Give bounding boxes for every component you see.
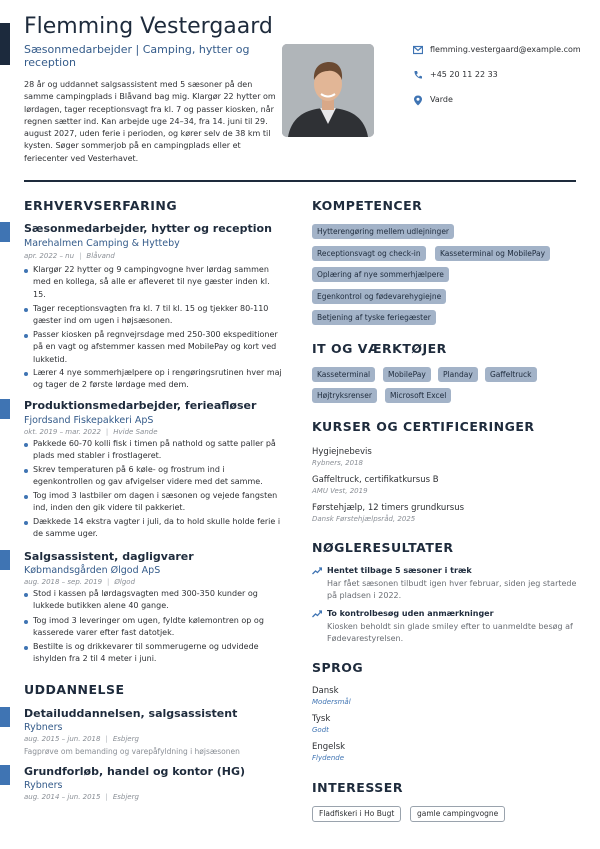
job-marker [0,550,10,570]
job-bullet: Skrev temperaturen på 6 køle- og frostrum ind i egenkontrollen og gav afvigelser videre med det samme. [24,464,284,489]
section-languages: SPROG [312,660,364,675]
education-meta: aug. 2014 – jun. 2015 | Esbjerg [24,793,139,801]
section-education: UDDANNELSE [24,682,125,697]
job-bullet: Bestilte is og drikkevarer til sommerugerne og udvidede ishylden fra 2 til 4 meter i juni. [24,641,284,666]
job-meta: aug. 2018 – sep. 2019 | Ølgod [24,578,136,586]
location-pin-icon [413,95,423,106]
job-title: Produktionsmedarbejder, ferieafløser [24,399,257,412]
job-bullet: Klargør 22 hytter og 9 campingvogne hver lørdag sammen med en kollega, så alle er afleveret til nye gæster inden kl. 15. [24,264,284,301]
education-marker [0,707,10,727]
section-interests: INTERESSER [312,780,403,795]
result-title: To kontrolbesøg uden anmærkninger [327,609,494,618]
job-bullet: Passer kiosken på regnvejrsdage med 250-300 ekspeditioner på en vagt og afstemmer kassen med MobilePay og kort ved lukketid. [24,329,284,366]
phone-icon [413,70,423,80]
course-issuer: Dansk Førstehjælpsråd, 2025 [312,515,416,523]
course-issuer: Rybners, 2018 [312,459,363,467]
skill-tag: Kasseterminal og MobilePay [435,246,550,261]
job-meta: okt. 2019 – mar. 2022 | Hvide Sande [24,428,158,436]
result-text: Kiosken beholdt sin glade smiley efter to uanmeldte besøg af Fødevarestyrelsen. [327,622,573,644]
education-title: Detailuddannelsen, salgsassistent [24,707,238,720]
education-meta: aug. 2015 – jun. 2018 | Esbjerg [24,735,139,743]
job-company: Købmandsgården Ølgod ApS [24,565,161,576]
section-tools: IT OG VÆRKTØJER [312,341,447,356]
language-name: Tysk [312,714,331,724]
language-level: Godt [312,726,329,734]
skill-tag: Receptionsvagt og check-in [312,246,426,261]
trend-up-icon [312,610,322,618]
job-title: Salgsassistent, dagligvarer [24,550,194,563]
job-bullet: Tager receptionsvagten fra kl. 7 til kl. 15 og tjekker 80-110 gæster ind om ugen i højsæsonen. [24,303,284,328]
result-title: Hentet tilbage 5 sæsoner i træk [327,566,472,575]
skill-tag: Egenkontrol og fødevarehygiejne [312,289,446,304]
section-experience: ERHVERVSERFARING [24,198,178,213]
tool-tag: Microsoft Excel [385,388,451,403]
section-courses: KURSER OG CERTIFICERINGER [312,419,535,434]
tool-tag: MobilePay [383,367,431,382]
email-text: flemming.vestergaard@example.com [430,45,581,54]
education-marker [0,765,10,785]
mail-icon [413,45,423,55]
candidate-name: Flemming Vestergaard [24,14,273,39]
job-company: Fjordsand Fiskepakkeri ApS [24,415,154,426]
location-text: Varde [430,95,453,104]
job-title: Sæsonmedarbejder, hytter og reception [24,222,272,235]
education-school: Rybners [24,780,63,791]
job-marker [0,222,10,242]
profile-photo [282,44,374,137]
header-accent-bar [0,23,10,65]
tool-tag: Kasseterminal [312,367,375,382]
candidate-subtitle: Sæsonmedarbejder | Camping, hytter og reception [24,43,250,69]
tool-tag: Gaffeltruck [485,367,537,382]
skill-tag: Oplæring af nye sommerhjælpere [312,267,449,282]
language-level: Flydende [312,754,345,762]
education-school: Rybners [24,722,63,733]
course-name: Gaffeltruck, certifikatkursus B [312,475,439,485]
language-level: Modersmål [312,698,351,706]
profile-summary: 28 år og uddannet salgsassistent med 5 sæsoner på den samme campingplads i Blåvand bag mig. Klargør 22 hytter om lørdagen, tager receptionsvagt fra kl. 7 og passer kiosken, når regnen sætter ind. Kan arbejde uge 24–34, fra 14. juni til 29. august 2027, uden ferie i perioden, og kører selv de 38 km til kysten. Søger sommerjob på en campingplads eller et feriecenter ved Vesterhavet. [24,80,276,163]
education-title: Grundforløb, handel og kontor (HG) [24,765,246,778]
course-issuer: AMU Vest, 2019 [312,487,368,495]
job-bullet: Tog imod 3 lastbiler om dagen i sæsonen og vejede fangsten ind, inden den gik videre til pakkeriet. [24,490,284,515]
job-marker [0,399,10,419]
phone-text: +45 20 11 22 33 [430,70,498,79]
tool-tag: Planday [438,367,478,382]
trend-up-icon [312,567,322,575]
education-note: Fagprøve om bemanding og varepåfyldning i højsæsonen [24,747,240,756]
header-divider [24,180,576,182]
job-bullet: Stod i kassen på lørdagsvagten med 300-350 kunder og lukkede butikken alene 40 gange. [24,588,284,613]
skill-tag: Betjening af tyske feriegæster [312,310,436,325]
language-name: Dansk [312,686,339,696]
job-bullet: Tog imod 3 leveringer om ugen, fyldte kølemontren op og kasserede varer efter fast datotjek. [24,615,284,640]
result-text: Har fået sæsonen tilbudt igen hver februar, siden jeg startede på pladsen i 2022. [327,579,577,601]
job-bullet: Dækkede 14 ekstra vagter i juli, da to hold skulle holde ferie i de samme uger. [24,516,284,541]
section-results: NØGLERESULTATER [312,540,454,555]
job-bullet: Lærer 4 nye sommerhjælpere op i rengøringsrutinen hver maj og tager de 2 første lørdage med dem. [24,367,284,392]
course-name: Førstehjælp, 12 timers grundkursus [312,503,465,513]
skill-tag: Hytterengøring mellem udlejninger [312,224,454,239]
job-meta: apr. 2022 – nu | Blåvand [24,252,115,260]
section-skills: KOMPETENCER [312,198,423,213]
course-name: Hygiejnebevis [312,447,372,457]
job-bullet: Pakkede 60-70 kolli fisk i timen på nathold og satte paller på plads med stabler i frostlageret. [24,438,284,463]
language-name: Engelsk [312,742,346,752]
interest-tag: gamle campingvogne [410,806,505,822]
tool-tag: Højtryksrenser [312,388,377,403]
interest-tag: Fladfiskeri i Ho Bugt [312,806,401,822]
job-company: Marehalmen Camping & Hytteby [24,238,180,249]
